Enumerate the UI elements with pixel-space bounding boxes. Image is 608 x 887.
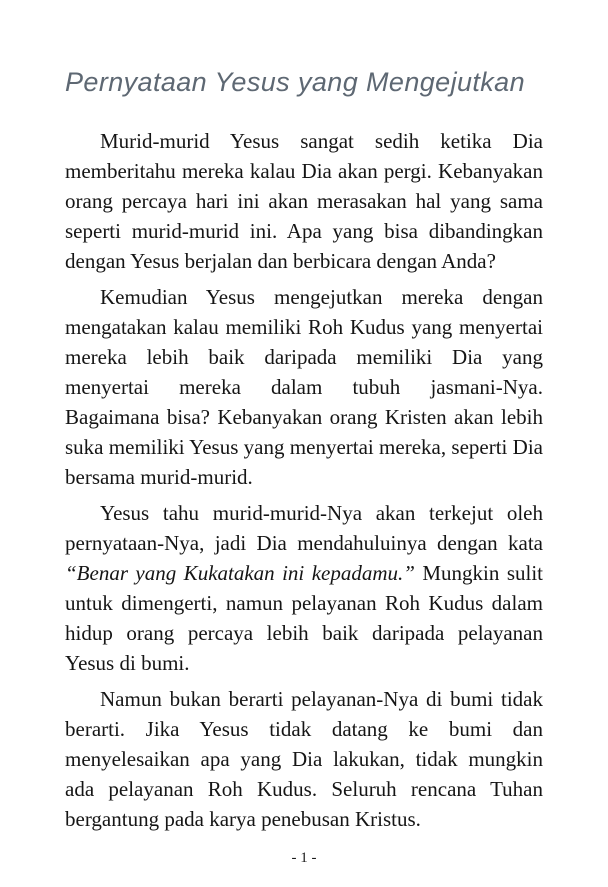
chapter-title: Pernyataan Yesus yang Mengejutkan bbox=[65, 67, 526, 97]
paragraph-segment: Yesus tahu murid-murid-Nya akan terkejut oleh pernyataan-Nya, jadi Dia mendahuluinya dengan kata bbox=[65, 501, 543, 555]
body-text bbox=[65, 126, 543, 834]
paragraph: Murid-murid Yesus sangat sedih ketika Dia memberitahu mereka kalau Dia akan pergi. Kebanyakan orang percaya hari ini akan merasakan hal yang sama seperti murid-murid ini. Apa yang bisa dibandingkan dengan Yesus berjalan dan berbicara dengan Anda? bbox=[65, 129, 543, 273]
paragraph bbox=[65, 498, 543, 678]
scripture-quote: “Benar yang Kukatakan ini kepadamu.” bbox=[65, 561, 415, 585]
page-number: - 1 - bbox=[291, 850, 317, 866]
paragraph: Kemudian Yesus mengejutkan mereka dengan mengatakan kalau memiliki Roh Kudus yang menyertai mereka lebih baik daripada memiliki Dia yang menyertai mereka dalam tubuh jasmani-Nya. Bagaimana bisa? Kebanyakan orang Kristen akan lebih suka memiliki Yesus yang menyertai mereka, seperti Dia bersama murid-murid. bbox=[65, 285, 543, 489]
paragraph: Namun bukan berarti pelayanan-Nya di bumi tidak berarti. Jika Yesus tidak datang ke bumi dan menyelesaikan apa yang Dia lakukan, tidak mungkin ada pelayanan Roh Kudus. Seluruh rencana Tuhan bergantung pada karya penebusan Kristus. bbox=[65, 687, 543, 831]
paragraph-segment: Mungkin sulit untuk dimengerti, namun pelayanan Roh Kudus dalam hidup orang percaya lebih baik daripada pelayanan Yesus di bumi. bbox=[65, 561, 544, 675]
